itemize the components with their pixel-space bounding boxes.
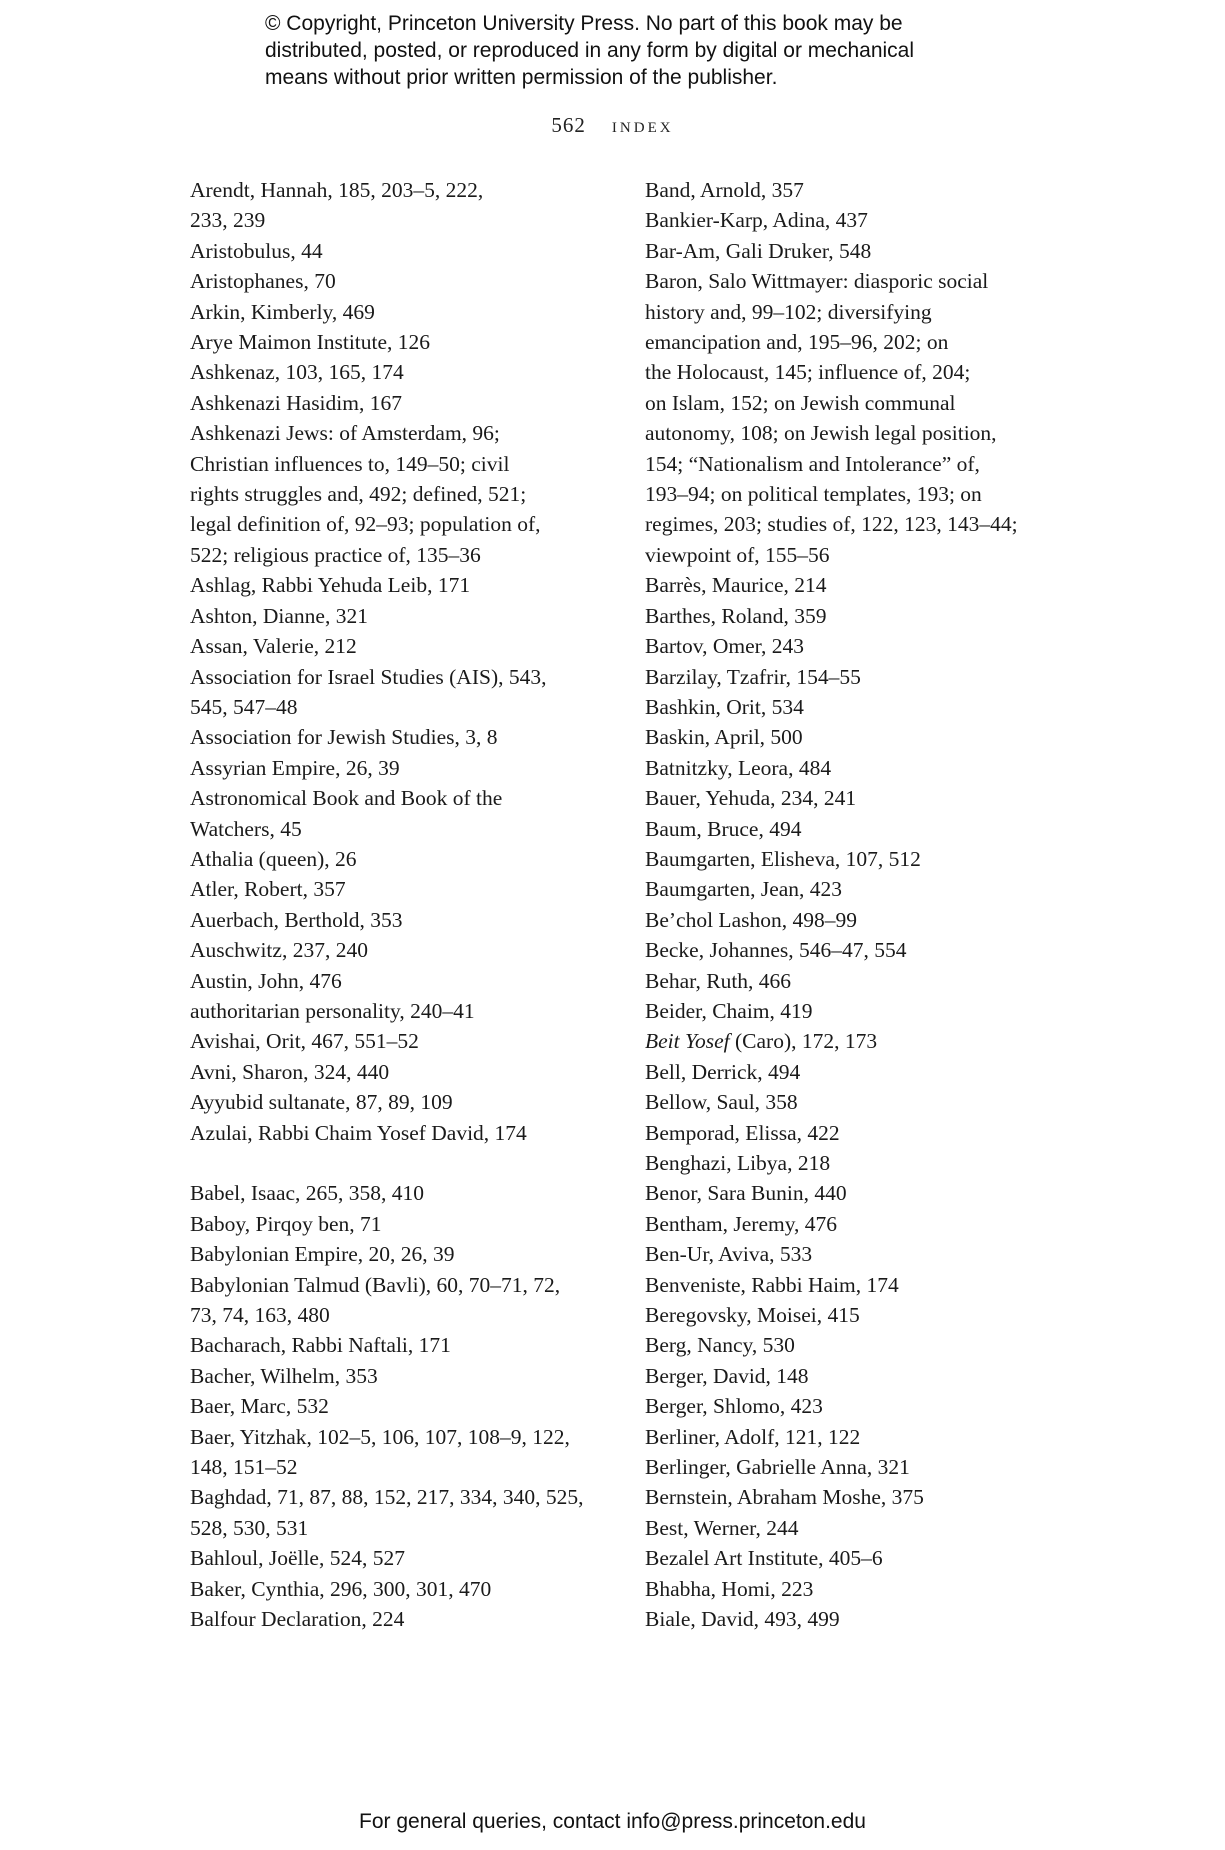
index-entry bbox=[645, 205, 1095, 235]
index-entry-line: Barrès, Maurice, 214 bbox=[645, 573, 827, 598]
index-entry bbox=[645, 996, 1095, 1026]
index-entry bbox=[190, 753, 610, 783]
index-entry bbox=[190, 722, 610, 752]
index-entry-continuation: legal definition of, 92–93; population of, bbox=[190, 512, 541, 537]
index-entry-line: Astronomical Book and Book of the bbox=[190, 786, 503, 811]
index-entry-line: Bellow, Saul, 358 bbox=[645, 1090, 798, 1115]
index-entry bbox=[190, 966, 610, 996]
index-entry-line: Assan, Valerie, 212 bbox=[190, 634, 357, 659]
index-entry-continuation: rights struggles and, 492; defined, 521; bbox=[190, 482, 527, 507]
index-entry bbox=[645, 783, 1095, 813]
index-entry-line: Beregovsky, Moisei, 415 bbox=[645, 1303, 860, 1328]
index-entry bbox=[190, 1482, 610, 1543]
index-entry-continuation: history and, 99–102; diversifying bbox=[645, 299, 932, 324]
footer-contact: For general queries, contact info@press.princeton.edu bbox=[359, 1810, 866, 1833]
index-entry-line: Baer, Yitzhak, 102–5, 106, 107, 108–9, 122, bbox=[190, 1424, 570, 1449]
index-entry-line: Becke, Johannes, 546–47, 554 bbox=[645, 938, 907, 963]
index-entry bbox=[645, 1209, 1095, 1239]
index-entry bbox=[645, 753, 1095, 783]
index-entry bbox=[190, 297, 610, 327]
index-entry bbox=[645, 1543, 1095, 1573]
index-entry bbox=[645, 1300, 1095, 1330]
index-entry-line: Barthes, Roland, 359 bbox=[645, 603, 827, 628]
index-entry-line: Berger, David, 148 bbox=[645, 1363, 809, 1388]
index-entry bbox=[190, 1178, 610, 1208]
index-entry bbox=[190, 996, 610, 1026]
index-entry bbox=[190, 1209, 610, 1239]
index-entry bbox=[645, 1604, 1095, 1634]
index-entry-line: Ashlag, Rabbi Yehuda Leib, 171 bbox=[190, 573, 471, 598]
index-entry bbox=[645, 1574, 1095, 1604]
index-entry-line: Berg, Nancy, 530 bbox=[645, 1333, 795, 1358]
index-entry bbox=[190, 1330, 610, 1360]
index-entry-line: Ashton, Dianne, 321 bbox=[190, 603, 368, 628]
index-entry-line: Arye Maimon Institute, 126 bbox=[190, 330, 431, 355]
index-entry bbox=[645, 1422, 1095, 1452]
index-entry-line: Beider, Chaim, 419 bbox=[645, 998, 813, 1023]
index-entry-line: Baker, Cynthia, 296, 300, 301, 470 bbox=[190, 1576, 492, 1601]
index-entry bbox=[645, 935, 1095, 965]
index-entry-continuation: regimes, 203; studies of, 122, 123, 143–44; bbox=[645, 512, 1018, 537]
index-entry bbox=[645, 601, 1095, 631]
index-entry-line: Bezalel Art Institute, 405–6 bbox=[645, 1546, 883, 1571]
index-entry bbox=[190, 388, 610, 418]
index-entry-line: Auschwitz, 237, 240 bbox=[190, 938, 368, 963]
index-entry bbox=[190, 418, 610, 570]
index-entry bbox=[190, 631, 610, 661]
index-column-left bbox=[190, 175, 610, 1634]
index-entry bbox=[645, 662, 1095, 692]
index-entry bbox=[190, 1391, 610, 1421]
index-entry-line: Babel, Isaac, 265, 358, 410 bbox=[190, 1181, 425, 1206]
index-entry bbox=[190, 570, 610, 600]
index-entry bbox=[190, 357, 610, 387]
index-entry bbox=[645, 844, 1095, 874]
index-entry bbox=[190, 1574, 610, 1604]
index-entry-line: Berger, Shlomo, 423 bbox=[645, 1394, 823, 1419]
index-entry bbox=[645, 1482, 1095, 1512]
index-entry bbox=[190, 783, 610, 844]
index-entry-line: Bahloul, Joëlle, 524, 527 bbox=[190, 1546, 405, 1571]
index-entry-line: Babylonian Empire, 20, 26, 39 bbox=[190, 1242, 455, 1267]
index-entry-line: Baum, Bruce, 494 bbox=[645, 816, 802, 841]
index-entry-line: Baghdad, 71, 87, 88, 152, 217, 334, 340, 525, bbox=[190, 1485, 584, 1510]
index-entry-line: Bankier-Karp, Adina, 437 bbox=[645, 208, 868, 233]
index-entry-line: Baron, Salo Wittmayer: diasporic social bbox=[645, 269, 989, 294]
index-entry-line: Arendt, Hannah, 185, 203–5, 222, bbox=[190, 178, 484, 202]
index-entry bbox=[645, 1148, 1095, 1178]
index-entry-line: Benghazi, Libya, 218 bbox=[645, 1151, 831, 1175]
index-entry bbox=[645, 874, 1095, 904]
index-entry bbox=[645, 1391, 1095, 1421]
index-entry-continuation: 545, 547–48 bbox=[190, 694, 298, 719]
index-entry bbox=[190, 1239, 610, 1269]
index-entry bbox=[645, 1452, 1095, 1482]
index-entry-line: Balfour Declaration, 224 bbox=[190, 1607, 405, 1632]
copyright-notice bbox=[265, 10, 1025, 91]
index-entry-line: Babylonian Talmud (Bavli), 60, 70–71, 72, bbox=[190, 1272, 561, 1297]
index-entry-continuation: 233, 239 bbox=[190, 208, 266, 233]
index-entry bbox=[190, 1270, 610, 1331]
index-entry-line: Azulai, Rabbi Chaim Yosef David, 174 bbox=[190, 1120, 527, 1145]
index-entry bbox=[190, 1057, 610, 1087]
index-entry bbox=[645, 175, 1095, 205]
index-entry-line: Aristobulus, 44 bbox=[190, 238, 323, 263]
index-entry-line: Baer, Marc, 532 bbox=[190, 1394, 329, 1419]
index-entry-line: Association for Jewish Studies, 3, 8 bbox=[190, 725, 498, 750]
index-entry bbox=[645, 1057, 1095, 1087]
index-entry-continuation: 73, 74, 163, 480 bbox=[190, 1303, 330, 1328]
index-entry-line: Be’chol Lashon, 498–99 bbox=[645, 907, 857, 932]
index-entry-line: Bacharach, Rabbi Naftali, 171 bbox=[190, 1333, 451, 1358]
index-entry bbox=[645, 966, 1095, 996]
index-entry-line: Assyrian Empire, 26, 39 bbox=[190, 755, 400, 780]
index-entry-line: Bauer, Yehuda, 234, 241 bbox=[645, 786, 857, 811]
index-entry bbox=[190, 935, 610, 965]
index-entry-line: Avni, Sharon, 324, 440 bbox=[190, 1059, 390, 1084]
index-entry-line: Bar-Am, Gali Druker, 548 bbox=[645, 238, 872, 263]
index-entry-line: Benor, Sara Bunin, 440 bbox=[645, 1181, 847, 1206]
index-entry bbox=[645, 1330, 1095, 1360]
index-entry-line: Athalia (queen), 26 bbox=[190, 846, 357, 871]
index-entry-line: authoritarian personality, 240–41 bbox=[190, 998, 475, 1023]
running-head-title: index bbox=[611, 112, 674, 137]
index-entry bbox=[645, 1178, 1095, 1208]
index-entry-line: Aristophanes, 70 bbox=[190, 269, 336, 294]
index-entry bbox=[190, 1543, 610, 1573]
page-number: 562 bbox=[551, 113, 586, 137]
index-entry bbox=[190, 1118, 610, 1148]
index-entry bbox=[190, 175, 610, 236]
index-entry-line: Bhabha, Homi, 223 bbox=[645, 1576, 814, 1601]
index-entry bbox=[645, 1087, 1095, 1117]
index-entry-line: Bentham, Jeremy, 476 bbox=[645, 1211, 838, 1236]
index-entry-line: Atler, Robert, 357 bbox=[190, 877, 346, 902]
index-entry-line: Bartov, Omer, 243 bbox=[645, 634, 804, 659]
index-entry bbox=[645, 722, 1095, 752]
index-entry bbox=[190, 601, 610, 631]
copyright-line: distributed, posted, or reproduced in any form by digital or mechanical bbox=[265, 39, 915, 62]
index-entry-continuation: 193–94; on political templates, 193; on bbox=[645, 482, 982, 507]
index-column-right bbox=[645, 175, 1095, 1635]
index-entry bbox=[645, 570, 1095, 600]
index-entry bbox=[190, 1604, 610, 1634]
index-entry-line: Ayyubid sultanate, 87, 89, 109 bbox=[190, 1090, 453, 1115]
index-entry-line: Ashkenaz, 103, 165, 174 bbox=[190, 360, 404, 385]
index-entry bbox=[645, 1270, 1095, 1300]
index-entry bbox=[645, 631, 1095, 661]
index-entry-continuation: the Holocaust, 145; influence of, 204; bbox=[645, 360, 971, 385]
index-entry-line: Ben-Ur, Aviva, 533 bbox=[645, 1242, 813, 1267]
index-entry-line: Bemporad, Elissa, 422 bbox=[645, 1120, 840, 1145]
index-entry bbox=[190, 1087, 610, 1117]
index-entry-continuation: Watchers, 45 bbox=[190, 816, 302, 841]
index-entry bbox=[645, 692, 1095, 722]
index-entry-continuation: on Islam, 152; on Jewish communal bbox=[645, 390, 956, 415]
index-entry bbox=[645, 236, 1095, 266]
index-entry-continuation: 148, 151–52 bbox=[190, 1455, 298, 1480]
index-entry-line: Association for Israel Studies (AIS), 543, bbox=[190, 664, 547, 689]
index-entry-line: Benveniste, Rabbi Haim, 174 bbox=[645, 1272, 899, 1297]
copyright-line: means without prior written permission of the publisher. bbox=[265, 66, 778, 89]
copyright-line: © Copyright, Princeton University Press. No part of this book may be bbox=[265, 12, 903, 35]
index-entry bbox=[645, 1118, 1095, 1148]
index-entry-line: Best, Werner, 244 bbox=[645, 1515, 799, 1540]
index-entry-line: Bacher, Wilhelm, 353 bbox=[190, 1363, 378, 1388]
index-entry bbox=[190, 905, 610, 935]
index-entry bbox=[645, 1239, 1095, 1269]
index-entry-continuation: viewpoint of, 155–56 bbox=[645, 542, 830, 567]
index-entry-line: Ashkenazi Hasidim, 167 bbox=[190, 390, 402, 415]
index-entry-line: Baumgarten, Elisheva, 107, 512 bbox=[645, 846, 921, 871]
index-entry-line: Bernstein, Abraham Moshe, 375 bbox=[645, 1485, 924, 1510]
index-entry bbox=[190, 1422, 610, 1483]
index-entry-line: Baboy, Pirqoy ben, 71 bbox=[190, 1211, 382, 1236]
index-entry-line: Berliner, Adolf, 121, 122 bbox=[645, 1424, 861, 1449]
index-entry bbox=[190, 1026, 610, 1056]
index-entry-line: Auerbach, Berthold, 353 bbox=[190, 907, 403, 932]
index-entry-continuation: 154; “Nationalism and Intolerance” of, bbox=[645, 451, 980, 476]
index-entry bbox=[190, 662, 610, 723]
index-entry-line: Barzilay, Tzafrir, 154–55 bbox=[645, 664, 861, 689]
index-entry-continuation: emancipation and, 195–96, 202; on bbox=[645, 330, 949, 355]
index-entry bbox=[645, 1361, 1095, 1391]
index-entry bbox=[645, 1026, 1095, 1056]
index-entry bbox=[190, 236, 610, 266]
index-entry-line: Bashkin, Orit, 534 bbox=[645, 694, 804, 719]
index-entry bbox=[190, 1361, 610, 1391]
running-head bbox=[0, 112, 1225, 138]
index-entry-line: Arkin, Kimberly, 469 bbox=[190, 299, 375, 324]
index-entry-continuation: Christian influences to, 149–50; civil bbox=[190, 451, 510, 476]
index-entry-continuation: 528, 530, 531 bbox=[190, 1515, 309, 1540]
index-entry-line: Beit Yosef (Caro), 172, 173 bbox=[645, 1029, 878, 1054]
index-entry-line: Band, Arnold, 357 bbox=[645, 178, 804, 202]
index-entry-continuation: 522; religious practice of, 135–36 bbox=[190, 542, 481, 567]
index-entry bbox=[645, 1513, 1095, 1543]
index-entry-line: Baumgarten, Jean, 423 bbox=[645, 877, 843, 902]
index-entry-line: Bell, Derrick, 494 bbox=[645, 1059, 801, 1084]
index-entry bbox=[190, 327, 610, 357]
index-entry bbox=[645, 266, 1095, 570]
index-entry-line: Baskin, April, 500 bbox=[645, 725, 803, 750]
index-entry-line: Batnitzky, Leora, 484 bbox=[645, 755, 832, 780]
index-entry bbox=[190, 874, 610, 904]
index-entry-line: Behar, Ruth, 466 bbox=[645, 968, 792, 993]
index-entry bbox=[645, 814, 1095, 844]
index-entry-line: Austin, John, 476 bbox=[190, 968, 342, 993]
index-entry-line: Ashkenazi Jews: of Amsterdam, 96; bbox=[190, 421, 500, 446]
index-entry-line: Biale, David, 493, 499 bbox=[645, 1607, 840, 1632]
index-entry bbox=[190, 266, 610, 296]
index-entry-line: Berlinger, Gabrielle Anna, 321 bbox=[645, 1455, 910, 1480]
section-gap bbox=[190, 1148, 610, 1178]
index-entry bbox=[645, 905, 1095, 935]
index-entry-line: Avishai, Orit, 467, 551–52 bbox=[190, 1029, 419, 1054]
index-entry bbox=[190, 844, 610, 874]
index-entry-continuation: autonomy, 108; on Jewish legal position, bbox=[645, 421, 997, 446]
